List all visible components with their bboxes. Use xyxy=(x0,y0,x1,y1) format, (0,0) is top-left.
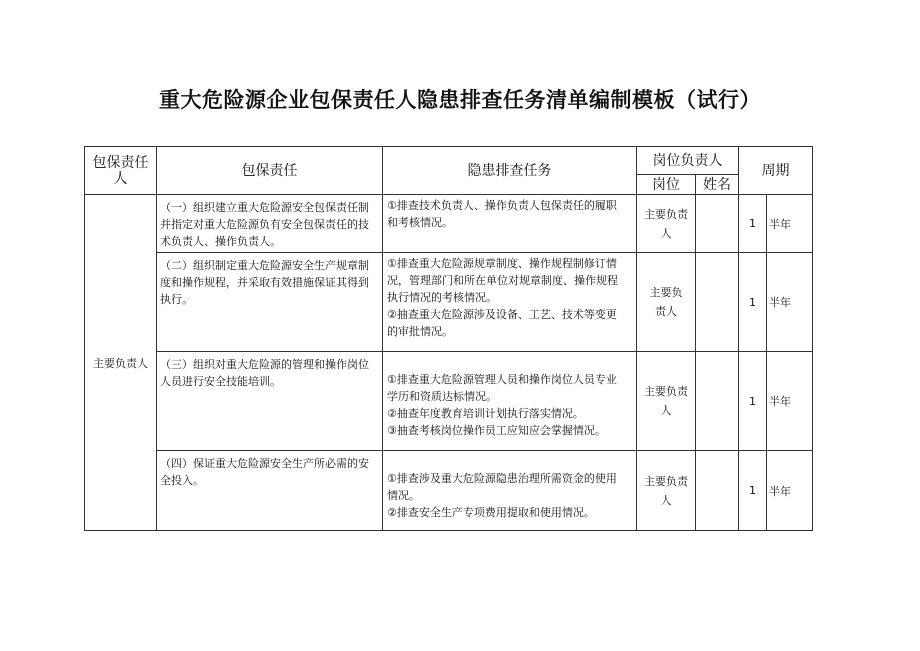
name-cell xyxy=(696,253,739,352)
cycle-number-cell: 1 xyxy=(739,195,767,253)
header-row xyxy=(85,147,813,175)
header-position: 岗位 xyxy=(637,175,696,195)
name-cell xyxy=(696,195,739,253)
table-row xyxy=(85,451,813,531)
cycle-unit-cell: 半年 xyxy=(767,352,813,451)
task-cell: ①排查重大危险源规章制度、操作规程制修订情 况，管理部门和所在单位对规章制度、操作规程 执行情况的考核情况。 ②抽查重大危险源涉及设备、工艺、技术等变更 的审批情况。 xyxy=(383,253,637,352)
cycle-unit-cell: 半年 xyxy=(767,451,813,531)
task-cell: ①排查重大危险源管理人员和操作岗位人员专业 学历和资质达标情况。 ②抽查年度教育培训计划执行落实情况。 ③抽查考核岗位操作员工应知应会掌握情况。 xyxy=(383,352,637,451)
table-row xyxy=(85,352,813,451)
cycle-unit-cell: 半年 xyxy=(767,195,813,253)
table-row xyxy=(85,195,813,253)
cycle-number-cell: 1 xyxy=(739,253,767,352)
position-cell: 主要负责人 xyxy=(637,253,696,352)
task-cell: ①排查技术负责人、操作负责人包保责任的履职 和考核情况。 xyxy=(383,195,637,253)
position-cell: 主要负责人 xyxy=(637,195,696,253)
header-name: 姓名 xyxy=(696,175,739,195)
table-row xyxy=(85,253,813,352)
header-position-owner: 岗位负责人 xyxy=(637,147,739,175)
responsibility-cell: （一）组织建立重大危险源安全包保责任制并指定对重大危险源负有安全包保责任的技术负责人、操作负责人。 xyxy=(157,195,383,253)
position-cell: 主要负责人 xyxy=(637,451,696,531)
cycle-number-cell: 1 xyxy=(739,352,767,451)
position-cell: 主要负责人 xyxy=(637,352,696,451)
responsibility-cell: （三）组织对重大危险源的管理和操作岗位人员进行安全技能培训。 xyxy=(157,352,383,451)
name-cell xyxy=(696,451,739,531)
header-owner: 包保责任人 xyxy=(85,147,157,195)
cycle-number-cell: 1 xyxy=(739,451,767,531)
task-list-table xyxy=(84,146,813,531)
header-tasks: 隐患排查任务 xyxy=(383,147,637,195)
name-cell xyxy=(696,352,739,451)
document-title: 重大危险源企业包保责任人隐患排查任务清单编制模板（试行） xyxy=(159,88,761,112)
task-cell: ①排查涉及重大危险源隐患治理所需资金的使用 情况。 ②排查安全生产专项费用提取和使用情况。 xyxy=(383,451,637,531)
header-cycle: 周期 xyxy=(739,147,813,195)
responsibility-cell: （四）保证重大危险源安全生产所必需的安全投入。 xyxy=(157,451,383,531)
header-responsibility: 包保责任 xyxy=(157,147,383,195)
owner-cell: 主要负责人 xyxy=(85,195,157,531)
cycle-unit-cell: 半年 xyxy=(767,253,813,352)
responsibility-cell: （二）组织制定重大危险源安全生产规章制度和操作规程，并采取有效措施保证其得到执行。 xyxy=(157,253,383,352)
